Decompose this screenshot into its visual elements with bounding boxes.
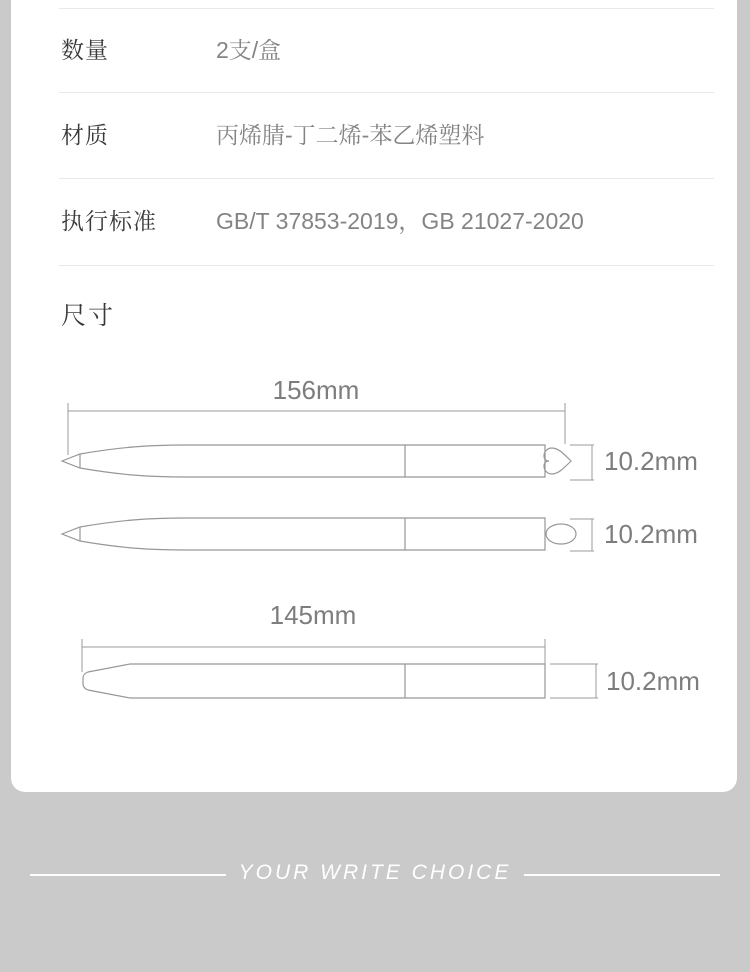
pen-drawing-round-clip — [62, 518, 576, 550]
footer-slogan: YOUR WRITE CHOICE — [238, 861, 512, 884]
spec-label-quantity: 数量 — [61, 37, 109, 63]
pen-drawing-no-clip — [83, 664, 545, 698]
footer — [0, 792, 750, 972]
dimension-diameter-pen3 — [550, 664, 700, 698]
spec-value-material: 丙烯腈-丁二烯-苯乙烯塑料 — [216, 122, 485, 148]
dimension-label-145mm: 145mm — [269, 600, 357, 630]
dimension-label-156mm: 156mm — [272, 375, 360, 405]
spec-value-quantity: 2支/盒 — [216, 37, 282, 63]
spec-label-material: 材质 — [61, 122, 109, 148]
dimension-label-diameter-3: 10.2mm — [606, 666, 700, 696]
spec-label-standard: 执行标准 — [61, 208, 157, 234]
dimension-diameter-pen2 — [570, 519, 698, 551]
round-clip-icon — [546, 524, 576, 544]
footer-rule-right — [524, 874, 720, 876]
section-title-dimensions: 尺寸 — [61, 302, 116, 330]
dimension-length-156 — [68, 375, 565, 455]
dimension-diameter-pen1 — [570, 445, 698, 480]
spec-value-standard: GB/T 37853-2019，GB 21027-2020 — [216, 208, 584, 234]
dimension-label-diameter-2: 10.2mm — [604, 519, 698, 549]
dimension-label-diameter-1: 10.2mm — [604, 446, 698, 476]
heart-clip-icon — [544, 448, 571, 474]
pen-drawing-heart-clip — [62, 445, 571, 477]
dimension-length-145 — [82, 600, 545, 672]
